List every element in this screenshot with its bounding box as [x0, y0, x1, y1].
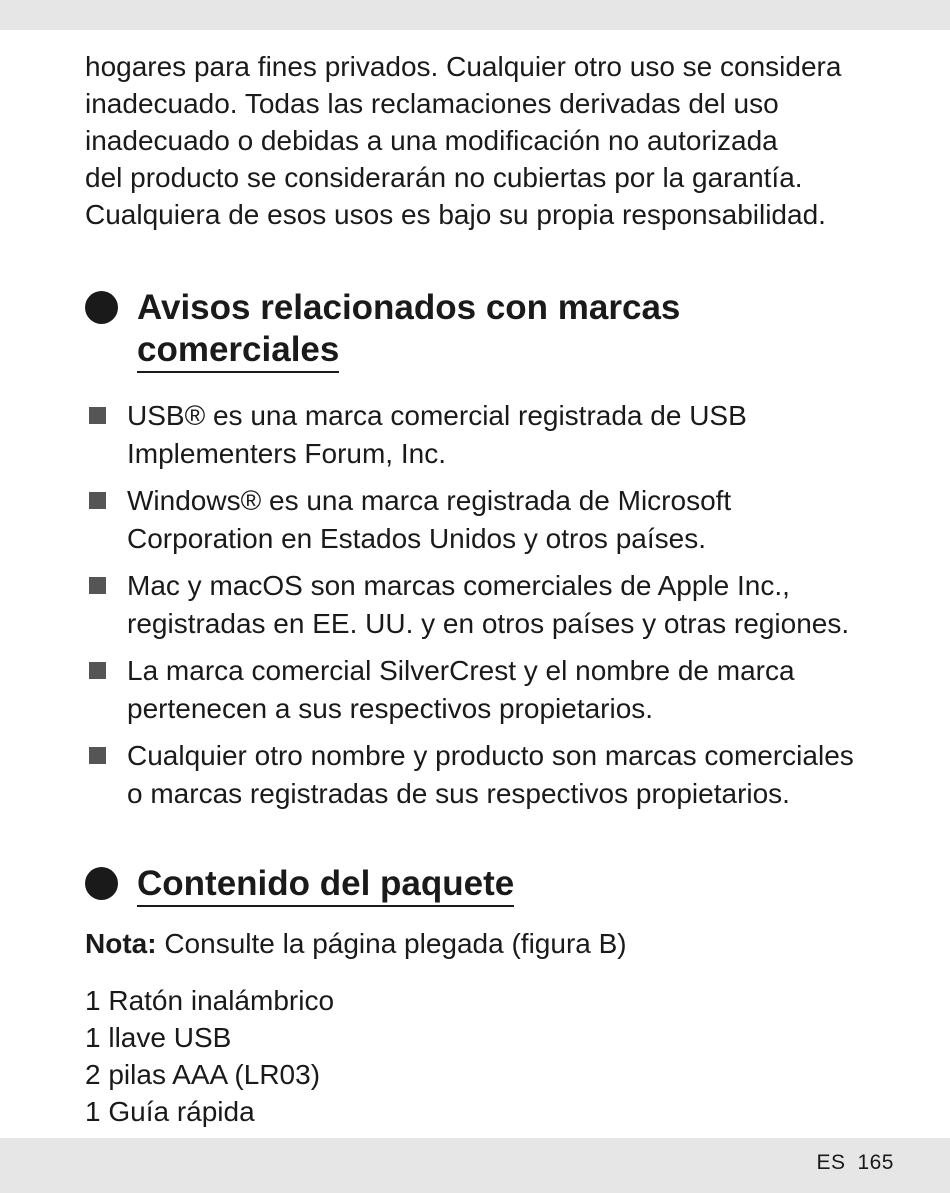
item-line1: USB® es una marca comercial registrada de USB: [127, 400, 747, 431]
square-bullet-icon: [89, 662, 106, 679]
heading-line2: comerciales: [137, 330, 339, 373]
item-line2: registradas en EE. UU. y en otros países y otras regiones.: [127, 608, 850, 639]
square-bullet-icon: [89, 577, 106, 594]
square-bullet-icon: [89, 407, 106, 424]
square-bullet-icon: [89, 747, 106, 764]
intro-line: inadecuado. Todas las reclamaciones derivadas del uso: [85, 88, 779, 119]
package-item: 1 Guía rápida: [85, 1096, 255, 1127]
item-line2: o marcas registradas de sus respectivos propietarios.: [127, 778, 790, 809]
footer-lang: ES: [816, 1151, 846, 1174]
trademarks-list: [85, 397, 885, 813]
item-line1: Mac y macOS son marcas comerciales de Apple Inc.,: [127, 570, 790, 601]
note-text: Consulte la página plegada (figura B): [156, 928, 627, 959]
item-line2: Implementers Forum, Inc.: [127, 438, 446, 469]
top-band: [0, 0, 950, 30]
item-line1: Windows® es una marca registrada de Microsoft: [127, 485, 732, 516]
list-item: [85, 397, 885, 473]
list-item: [85, 567, 885, 643]
list-item: [85, 737, 885, 813]
bullet-dot-icon: [85, 291, 118, 324]
intro-line: del producto se considerarán no cubiertas por la garantía.: [85, 162, 803, 193]
item-line2: pertenecen a sus respectivos propietarios.: [127, 693, 654, 724]
list-item: [85, 482, 885, 558]
list-item: [85, 652, 885, 728]
bottom-band: [0, 1138, 950, 1193]
item-line1: La marca comercial SilverCrest y el nombre de marca: [127, 655, 795, 686]
heading-line1: Avisos relacionados con marcas: [137, 288, 681, 327]
footer-page-number: 165: [857, 1151, 894, 1174]
page-content: [85, 48, 885, 1130]
square-bullet-icon: [89, 492, 106, 509]
package-item: 2 pilas AAA (LR03): [85, 1059, 321, 1090]
intro-line: inadecuado o debidas a una modificación no autorizada: [85, 125, 778, 156]
trademarks-heading: [85, 287, 885, 371]
package-heading: [85, 863, 885, 905]
bullet-dot-icon: [85, 867, 118, 900]
intro-paragraph: [85, 48, 885, 233]
note-label: Nota:: [85, 928, 157, 959]
package-contents-list: [85, 982, 885, 1130]
package-item: 1 llave USB: [85, 1022, 232, 1053]
intro-line: hogares para fines privados. Cualquier otro uso se considera: [85, 51, 842, 82]
intro-line: Cualquiera de esos usos es bajo su propia responsabilidad.: [85, 199, 826, 230]
package-item: 1 Ratón inalámbrico: [85, 985, 335, 1016]
package-title: Contenido del paquete: [137, 864, 514, 907]
item-line1: Cualquier otro nombre y producto son marcas comerciales: [127, 740, 854, 771]
note-paragraph: [85, 925, 885, 962]
item-line2: Corporation en Estados Unidos y otros países.: [127, 523, 706, 554]
page-footer: [816, 1151, 894, 1175]
